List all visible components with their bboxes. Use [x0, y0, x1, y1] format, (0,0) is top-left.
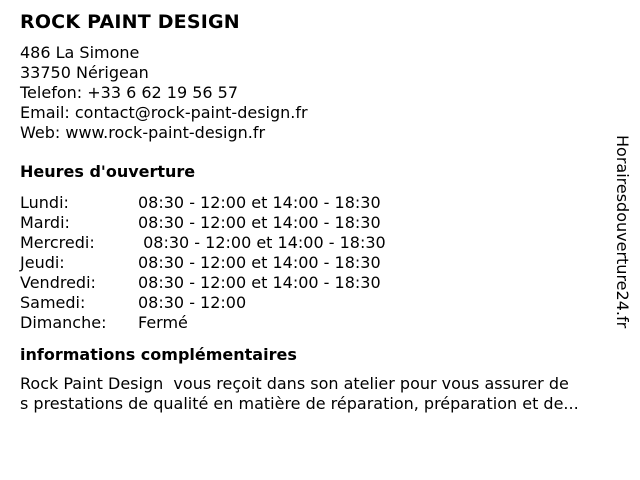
hours-time: 08:30 - 12:00 et 14:00 - 18:30: [138, 233, 386, 252]
hours-time: 08:30 - 12:00 et 14:00 - 18:30: [138, 253, 381, 272]
hours-time: Fermé: [138, 313, 188, 332]
hours-row-lundi: [20, 193, 620, 213]
web-line[interactable]: Web: www.rock-paint-design.fr: [20, 123, 266, 142]
hours-time: 08:30 - 12:00: [138, 293, 247, 312]
hours-time: 08:30 - 12:00 et 14:00 - 18:30: [138, 213, 381, 232]
info-heading: informations complémentaires: [20, 345, 297, 364]
hours-row-mardi: [20, 213, 620, 233]
hours-row-dimanche: [20, 313, 620, 333]
hours-day: Vendredi:: [20, 273, 96, 292]
hours-time: 08:30 - 12:00 et 14:00 - 18:30: [138, 193, 381, 212]
hours-row-vendredi: [20, 273, 620, 293]
hours-day: Jeudi:: [20, 253, 65, 272]
address-line-1: 486 La Simone: [20, 43, 140, 62]
hours-day: Dimanche:: [20, 313, 107, 332]
phone-line[interactable]: Telefon: +33 6 62 19 56 57: [20, 83, 239, 102]
hours-row-samedi: [20, 293, 620, 313]
business-name: ROCK PAINT DESIGN: [20, 11, 240, 33]
hours-time: 08:30 - 12:00 et 14:00 - 18:30: [138, 273, 381, 292]
contact-block: [20, 43, 620, 143]
address-line-2: 33750 Nérigean: [20, 63, 149, 82]
hours-day: Lundi:: [20, 193, 69, 212]
hours-table: [20, 193, 620, 333]
hours-day: Samedi:: [20, 293, 86, 312]
hours-row-jeudi: [20, 253, 620, 273]
info-text: [20, 374, 620, 414]
info-line-2: s prestations de qualité en matière de réparation, préparation et de...: [20, 394, 579, 413]
hours-day: Mardi:: [20, 213, 70, 232]
hours-day: Mercredi:: [20, 233, 95, 252]
watermark-text: Horairesdouverture24.fr: [613, 135, 632, 329]
business-card: [20, 10, 620, 414]
hours-row-mercredi: [20, 233, 620, 253]
email-line[interactable]: Email: contact@rock-paint-design.fr: [20, 103, 308, 122]
hours-heading: Heures d'ouverture: [20, 162, 196, 181]
info-line-1: Rock Paint Design vous reçoit dans son atelier pour vous assurer de: [20, 374, 569, 393]
